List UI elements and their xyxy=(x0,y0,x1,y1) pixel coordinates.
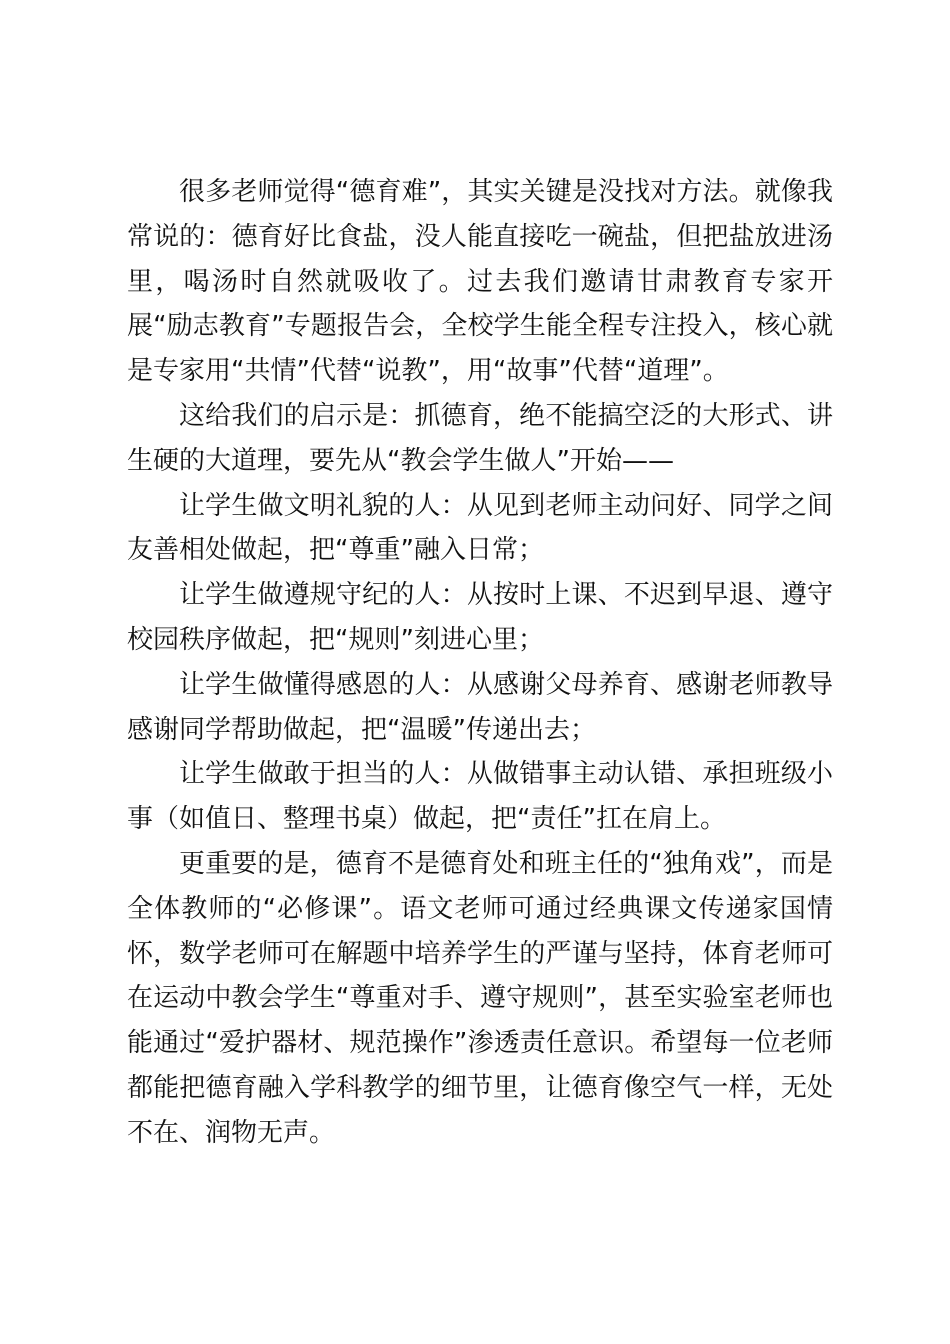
paragraph-intro: 很多老师觉得“德育难”，其实关键是没找对方法。就像我常说的：德育好比食盐，没人能直接吃一碗盐，但把盐放进汤里，喝汤时自然就吸收了。过去我们邀请甘肃教育专家开展“励志教育”专题报告会，全校学生能全程专注投入，核心就是专家用“共情”代替“说教”，用“故事”代替“道理”。 xyxy=(127,177,833,387)
paragraph-insight: 这给我们的启示是：抓德育，绝不能搞空泛的大形式、讲生硬的大道理，要先从“教会学生做人”开始—— xyxy=(127,400,833,476)
paragraph-discipline: 让学生做遵规守纪的人：从按时上课、不迟到早退、遵守校园秩序做起，把“规则”刻进心里； xyxy=(127,580,833,655)
paragraph-all-teachers: 更重要的是，德育不是德育处和班主任的“独角戏”，而是全体教师的“必修课”。语文老师可通过经典课文传递家国情怀，数学老师可在解题中培养学生的严谨与坚持，体育老师可在运动中教会学生“尊重对手、遵守规则”，甚至实验室老师也能通过“爱护器材、规范操作”渗透责任意识。希望每一位老师都能把德育融入学科教学的细节里，让德育像空气一样，无处不在、润物无声。 xyxy=(127,848,833,1148)
paragraph-gratitude: 让学生做懂得感恩的人：从感谢父母养育、感谢老师教导感谢同学帮助做起，把“温暖”传递出去； xyxy=(127,669,833,745)
paragraph-civility: 让学生做文明礼貌的人：从见到老师主动问好、同学之间友善相处做起，把“尊重”融入日常； xyxy=(127,490,833,566)
document-body xyxy=(127,170,833,1156)
paragraph-responsibility: 让学生做敢于担当的人：从做错事主动认错、承担班级小事（如值日、整理书桌）做起，把“责任”扛在肩上。 xyxy=(127,759,833,835)
